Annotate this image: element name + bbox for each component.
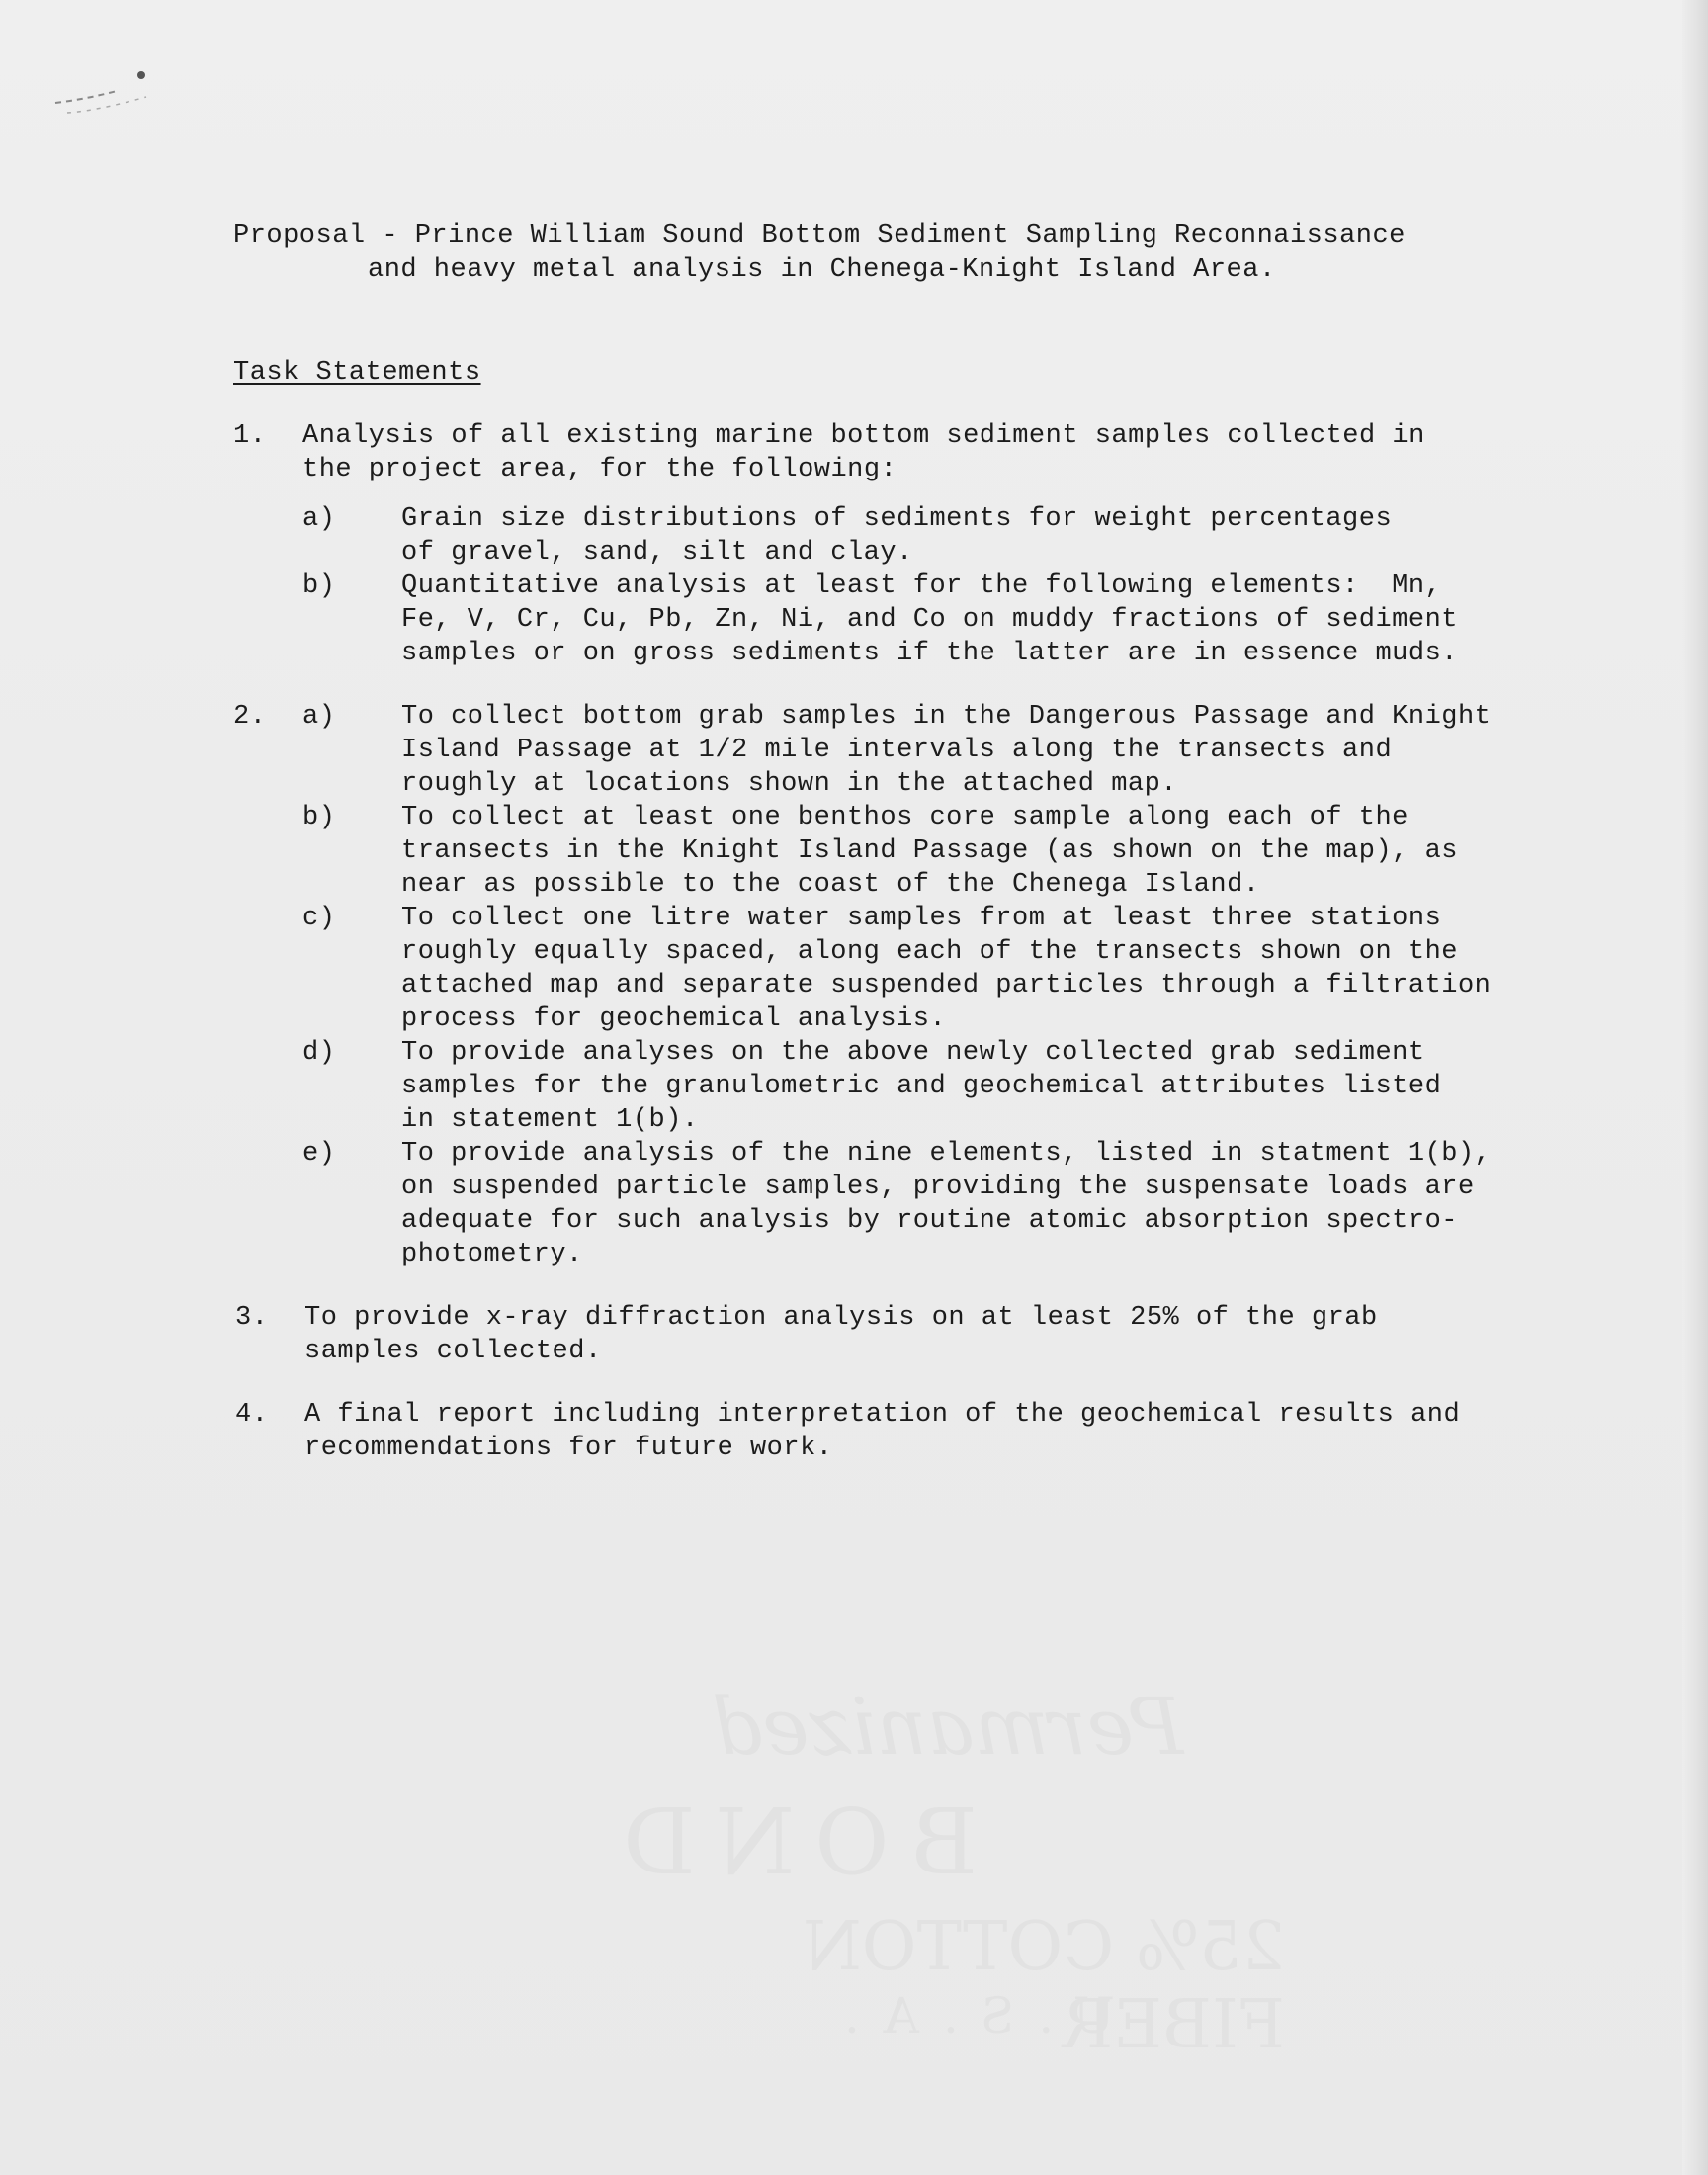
subitem-line: Fe, V, Cr, Cu, Pb, Zn, Ni, and Co on muddy fractions of sediment — [401, 605, 1458, 635]
title-line-1: Proposal - Prince William Sound Bottom Sediment Sampling Reconnaissance — [233, 221, 1406, 251]
watermark-line-1: Permanized — [712, 1681, 1184, 1773]
subitem-line: adequate for such analysis by routine atomic absorption spectro- — [401, 1206, 1458, 1236]
subitem-line: To provide analysis of the nine elements, listed in statment 1(b), — [401, 1139, 1492, 1169]
subitem-line: photometry. — [401, 1240, 583, 1269]
subitem-text — [401, 1137, 1491, 1271]
subitem-letter: b) — [302, 803, 336, 832]
subitem-line: To collect bottom grab samples in the Dangerous Passage and Knight — [401, 702, 1492, 732]
subitem-line: transects in the Knight Island Passage (as shown on the map), as — [401, 836, 1458, 866]
subitem-text — [401, 1036, 1441, 1137]
subitem-line: To collect one litre water samples from at least three stations — [401, 904, 1442, 933]
subitem-line: near as possible to the coast of the Chenega Island. — [401, 870, 1260, 900]
item-number: 1. — [233, 421, 267, 451]
page-edge-shadow — [1682, 0, 1708, 2175]
subitem-line: process for geochemical analysis. — [401, 1004, 947, 1034]
subitem-letter: a) — [302, 504, 336, 534]
watermark-line-3: 25% COTTON FIBER — [803, 1908, 1285, 2064]
subitem-line: Island Passage at 1/2 mile intervals along the transects and — [401, 736, 1393, 765]
subitem-text — [401, 502, 1392, 569]
subitem-line: Quantitative analysis at least for the following elements: Mn, — [401, 571, 1442, 601]
subitem-line: To collect at least one benthos core sample along each of the — [401, 803, 1409, 832]
watermark-line-4: U.S.A. — [820, 1987, 1115, 2044]
subitem-letter: a) — [302, 702, 336, 732]
section-heading: Task Statements — [233, 358, 481, 388]
stray-pen-mark — [47, 61, 156, 130]
subitem-line: samples or on gross sediments if the latter are in essence muds. — [401, 639, 1458, 668]
subitem-line: roughly at locations shown in the attached map. — [401, 769, 1178, 799]
subitem-line: roughly equally spaced, along each of the transects shown on the — [401, 937, 1458, 967]
item-line: Analysis of all existing marine bottom sediment samples collected in — [302, 421, 1425, 451]
subitem-line: attached map and separate suspended particles through a filtration — [401, 971, 1492, 1000]
title-line-2: and heavy metal analysis in Chenega-Knight Island Area. — [368, 255, 1276, 285]
subitem-line: on suspended particle samples, providing the suspensate loads are — [401, 1173, 1475, 1202]
paper-watermark — [593, 1641, 1285, 2064]
subitem-letter: e) — [302, 1139, 336, 1169]
item-line: samples collected. — [304, 1337, 602, 1366]
subitem-text — [401, 700, 1491, 801]
item-text — [304, 1301, 1378, 1368]
subitem-text — [401, 801, 1458, 902]
subitem-line: of gravel, sand, silt and clay. — [401, 538, 913, 567]
subitem-letter: b) — [302, 571, 336, 601]
subitem-line: samples for the granulometric and geochemical attributes listed — [401, 1072, 1442, 1101]
item-line: recommendations for future work. — [304, 1434, 833, 1463]
item-text — [302, 419, 1425, 486]
subitem-line: Grain size distributions of sediments for weight percentages — [401, 504, 1393, 534]
watermark-line-2: BOND — [603, 1789, 978, 1895]
subitem-text — [401, 902, 1491, 1036]
item-text — [304, 1398, 1460, 1465]
subitem-line: in statement 1(b). — [401, 1105, 699, 1135]
item-number: 2. — [233, 702, 267, 732]
document-title — [233, 219, 1406, 287]
subitem-text — [401, 569, 1458, 670]
subitem-line: To provide analyses on the above newly collected grab sediment — [401, 1038, 1425, 1068]
item-line: To provide x-ray diffraction analysis on at least 25% of the grab — [304, 1303, 1378, 1333]
subitem-letter: c) — [302, 904, 336, 933]
item-number: 4. — [235, 1400, 269, 1430]
subitem-letter: d) — [302, 1038, 336, 1068]
item-line: A final report including interpretation of the geochemical results and — [304, 1400, 1461, 1430]
item-number: 3. — [235, 1303, 269, 1333]
item-line: the project area, for the following: — [302, 455, 897, 484]
